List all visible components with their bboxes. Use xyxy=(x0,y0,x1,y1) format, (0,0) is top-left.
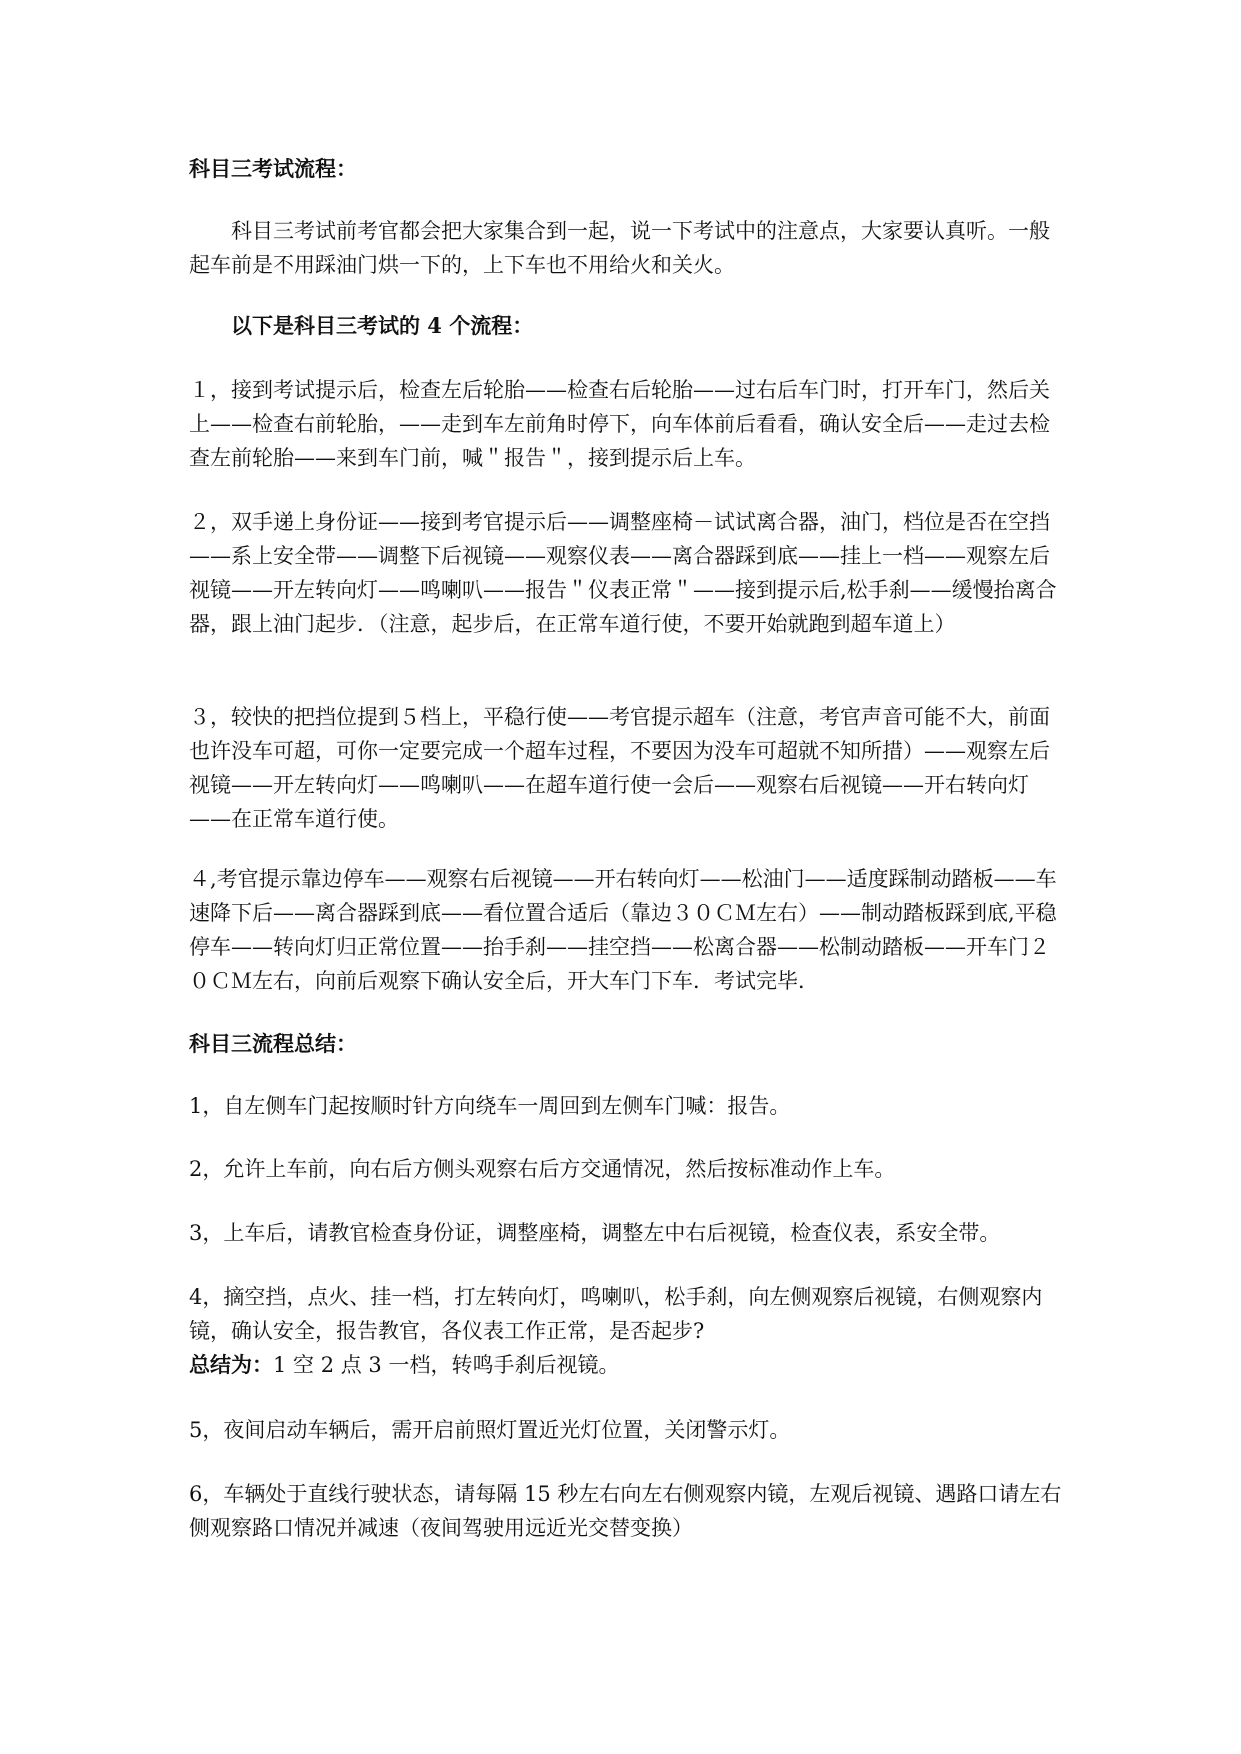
conclusion-label: 总结为： xyxy=(189,1352,273,1377)
heading-exam-process: 科目三考试流程： xyxy=(189,156,357,181)
step-3-paragraph: ３，较快的把挡位提到５档上，平稳行使——考官提示超车（注意，考官声音可能不大，前面也许没车可超，可你一定要完成一个超车过程，不要因为没车可超就不知所措）——观察左后视镜——开左转向灯——鸣喇叭——在超车道行使一会后——观察右后视镜——开右转向灯——在正常车道行使。 xyxy=(189,705,1050,831)
summary-item-2: 2，允许上车前，向右后方侧头观察右后方交通情况，然后按标准动作上车。 xyxy=(189,1157,896,1181)
summary-item-4: 4，摘空挡，点火、挂一档，打左转向灯，鸣喇叭，松手刹，向左侧观察后视镜，右侧观察内镜，确认安全，报告教官，各仪表工作正常，是否起步? xyxy=(189,1285,1043,1343)
step-4-paragraph: ４,考官提示靠边停车——观察右后视镜——开右转向灯——松油门——适度踩制动踏板——车速降下后——离合器踩到底——看位置合适后（靠边３０ＣＭ左右）——制动踏板踩到底,平稳停车——转向灯归正常位置——抬手刹——挂空挡——松离合器——松制动踏板——开车门２０ＣＭ左右，向前后观察下确认安全后，开大车门下车．考试完毕． xyxy=(189,867,1057,993)
step-1-paragraph: １，接到考试提示后，检查左后轮胎——检查右后轮胎——过右后车门时，打开车门，然后关上——检查右前轮胎，——走到车左前角时停下，向车体前后看看，确认安全后——走过去检查左前轮胎——来到车门前，喊＂报告＂，接到提示后上车。 xyxy=(189,378,1050,470)
heading-four-steps: 以下是科目三考试的 4 个流程： xyxy=(231,313,534,338)
summary-item-1: 1，自左侧车门起按顺时针方向绕车一周回到左侧车门喊：报告。 xyxy=(189,1094,791,1118)
conclusion-line xyxy=(189,1348,1069,1382)
conclusion-text: 1 空 2 点 3 一档，转鸣手刹后视镜。 xyxy=(273,1353,620,1377)
heading-summary: 科目三流程总结： xyxy=(189,1031,357,1056)
summary-item-3: 3，上车后，请教官检查身份证，调整座椅，调整左中右后视镜，检查仪表，系安全带。 xyxy=(189,1221,1001,1245)
summary-item-6: 6，车辆处于直线行驶状态，请每隔 15 秒左右向左右侧观察内镜，左观后视镜、遇路口请左右侧观察路口情况并减速（夜间驾驶用远近光交替变换） xyxy=(189,1482,1062,1540)
summary-item-5: 5，夜间启动车辆后，需开启前照灯置近光灯位置，关闭警示灯。 xyxy=(189,1418,791,1442)
intro-paragraph: 科目三考试前考官都会把大家集合到一起，说一下考试中的注意点，大家要认真听。一般起车前是不用踩油门烘一下的，上下车也不用给火和关火。 xyxy=(189,219,1050,277)
step-2-paragraph: ２，双手递上身份证——接到考官提示后——调整座椅－试试离合器，油门，档位是否在空挡——系上安全带——调整下后视镜——观察仪表——离合器踩到底——挂上一档——观察左后视镜——开左转向灯——鸣喇叭——报告＂仪表正常＂——接到提示后,松手刹——缓慢抬离合器，跟上油门起步．（注意，起步后，在正常车道行使，不要开始就跑到超车道上） xyxy=(189,510,1057,636)
